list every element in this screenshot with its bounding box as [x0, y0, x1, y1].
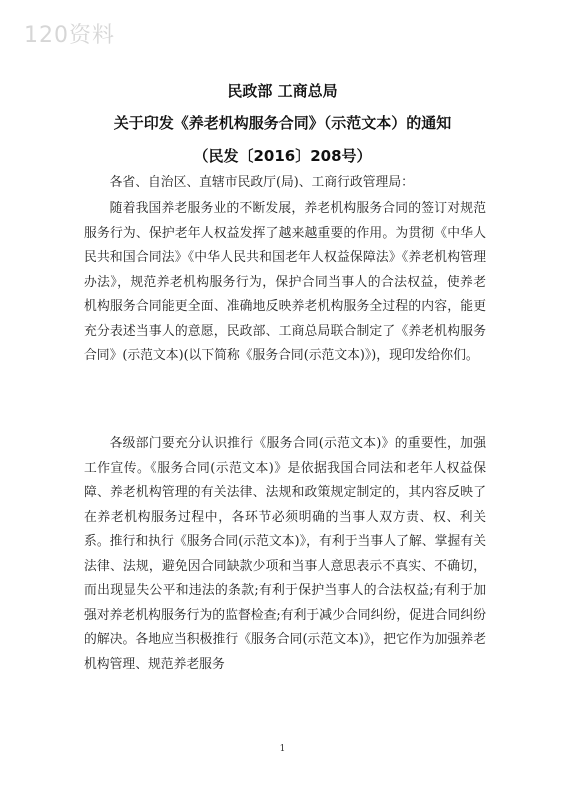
document-number: （民发〔2016〕208号）: [193, 147, 372, 165]
watermark-logo: 120资料: [24, 23, 115, 48]
issuer-heading: 民政部 工商总局: [227, 82, 338, 100]
page-number: 1: [279, 744, 286, 754]
paragraph-1: 随着我国养老服务业的不断发展，养老机构服务合同的签订对规范服务行为、保护老年人权益发挥了越来越重要的作用。为贯彻《中华人民共和国合同法》《中华人民共和国老年人权益保障法》《养老机构管理办法》，规范养老机构服务行为，保护合同当事人的合法权益，使养老机构服务合同能更全面、准确地反映养老机构服务全过程的内容，能更充分表述当事人的意愿，民政部、工商总局联合制定了《养老机构服务合同》(示范文本)(以下简称《服务合同(示范文本)》)，现印发给你们。: [84, 201, 486, 363]
paragraph-2: 各级部门要充分认识推行《服务合同(示范文本)》的重要性，加强工作宣传。《服务合同(示范文本)》是依据我国合同法和老年人权益保障、养老机构管理的有关法律、法规和政策规定制定的，其内容反映了在养老机构服务过程中，各环节必须明确的当事人双方责、权、利关系。推行和执行《服务合同(示范文本)》，有利于当事人了解、掌握有关法律、法规，避免因合同缺款少项和当事人意思表示不真实、不确切，而出现显失公平和违法的条款;有利于保护当事人的合法权益;有利于加强对养老机构服务行为的监督检查;有利于减少合同纠纷，促进合同纠纷的解决。各地应当积极推行《服务合同(示范文本)》，把它作为加强养老机构管理、规范养老服务: [84, 436, 486, 672]
salutation: 各省、自治区、直辖市民政厅(局)、工商行政管理局：: [109, 175, 414, 190]
document-title: 关于印发《养老机构服务合同》（示范文本）的通知: [113, 114, 452, 132]
